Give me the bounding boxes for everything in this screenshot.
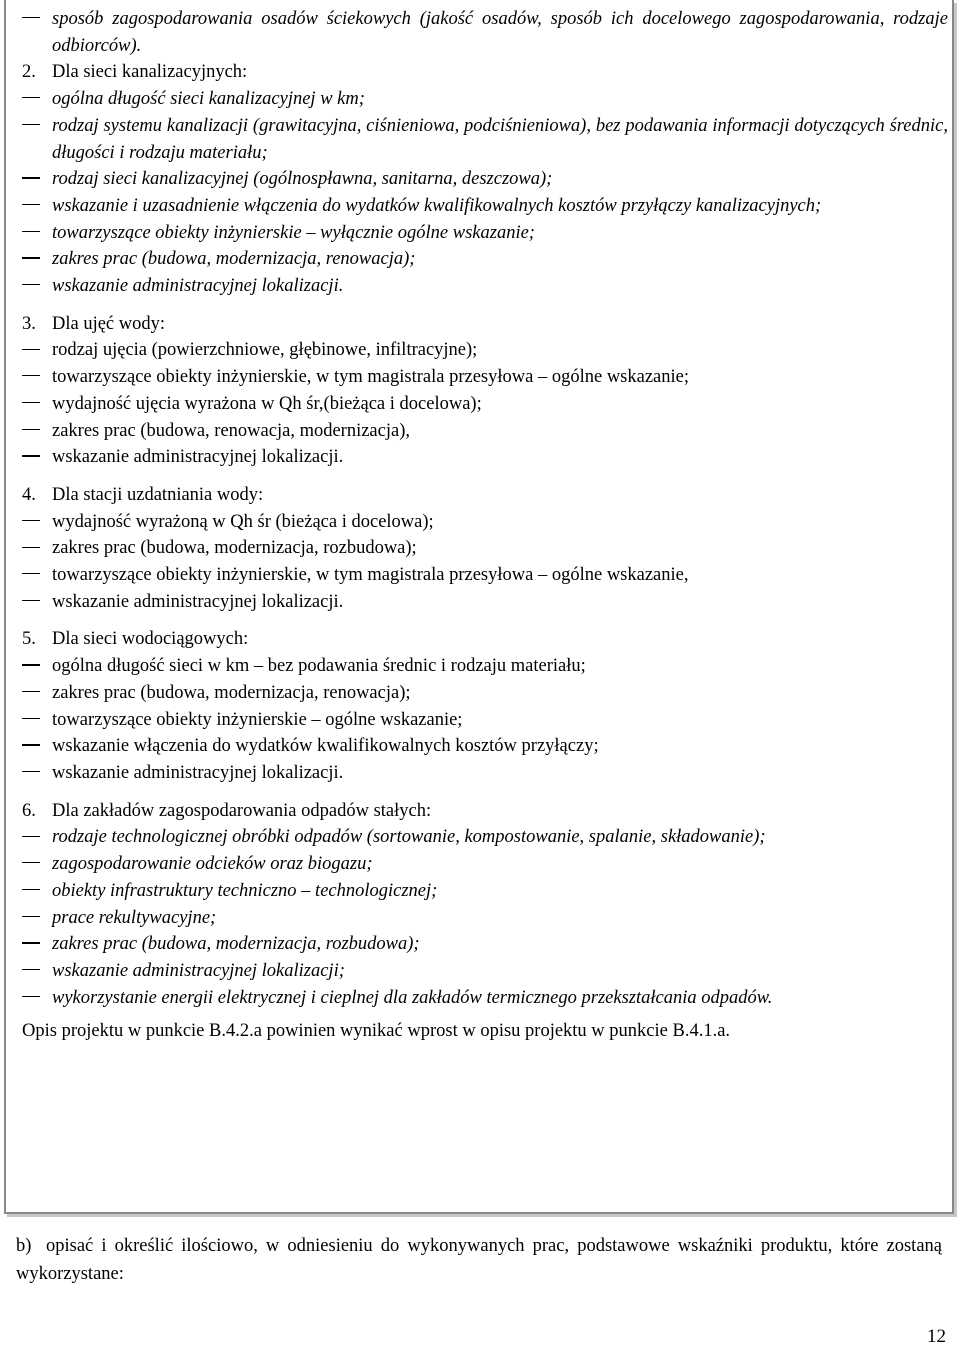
dash-bullet [22,273,46,300]
list-item-text: wskazanie administracyjnej lokalizacji. [52,447,344,468]
dash-bullet [22,931,46,958]
dash-bullet [22,680,46,707]
dash-bullet [22,391,46,418]
closing-note: Opis projektu w punkcie B.4.2.a powinien wynikać wprost w opisu projektu w punkcie B.4.1.a. [22,1021,731,1042]
list-item-text: wskazanie administracyjnej lokalizacji. [52,762,344,783]
list-item-text: towarzyszące obiekty inżynierskie, w tym magistrala przesyłowa – ogólne wskazanie; [52,367,690,388]
list-item-text: zagospodarowanie odcieków oraz biogazu; [52,854,373,875]
top-continuation [22,6,948,59]
list-item-text: wskazanie administracyjnej lokalizacji; [52,960,345,981]
dash-bullet [22,444,46,471]
list-item-text: obiekty infrastruktury techniczno – technologicznej; [52,880,438,901]
list-item [22,958,948,985]
dash-bullet [22,824,46,851]
list-item-text: prace rekultywacyjne; [52,907,217,928]
dash-bullet [22,509,46,536]
dash-bullet [22,166,46,193]
list-item [22,6,948,59]
dash-bullet [22,337,46,364]
list-item-text: sposób zagospodarowania osadów ściekowych (jakość osadów, sposób ich docelowego zagospodarowania, rodzaje odbiorców). [52,9,948,56]
dash-bullet [22,653,46,680]
section-title: Dla sieci wodociągowych: [52,629,249,650]
list-item [22,193,948,220]
list-item [22,391,948,418]
outside-item-b [16,1232,942,1288]
section-title: Dla zakładów zagospodarowania odpadów stałych: [52,800,432,821]
dash-bullet [22,851,46,878]
dash-bullet [22,878,46,905]
dash-bullet [22,193,46,220]
list-item [22,418,948,445]
section-heading [22,311,948,338]
list-item-text: ogólna długość sieci w km – bez podawania średnic i rodzaju materiału; [52,656,586,677]
list-item-text: wskazanie i uzasadnienie włączenia do wydatków kwalifikowalnych kosztów przyłączy kanalizacyjnych; [52,195,822,216]
dash-bullet [22,985,46,1012]
section-number: 6. [22,800,36,821]
list-item [22,733,948,760]
dash-bullet [22,707,46,734]
list-item [22,86,948,113]
list-item-text: towarzyszące obiekty inżynierskie, w tym magistrala przesyłowa – ogólne wskazanie, [52,565,689,586]
list-item-text: rodzaj sieci kanalizacyjnej (ogólnospławna, sanitarna, deszczowa); [52,169,553,190]
section-number: 3. [22,313,36,334]
list-item [22,931,948,958]
section-number: 4. [22,484,36,505]
dash-bullet [22,418,46,445]
list-item [22,824,948,851]
dash-bullet [22,562,46,589]
section-title: Dla ujęć wody: [52,313,166,334]
section-heading [22,798,948,825]
list-item [22,653,948,680]
list-item [22,509,948,536]
section-heading [22,59,948,86]
dash-bullet [22,113,46,140]
section [22,626,948,786]
section-heading [22,482,948,509]
list-item [22,113,948,166]
dash-bullet [22,760,46,787]
list-item [22,985,948,1012]
list-item-text: wykorzystanie energii elektrycznej i cieplnej dla zakładów termicznego przekształcania odpadów. [52,987,773,1008]
list-item [22,444,948,471]
dash-bullet [22,535,46,562]
list-item [22,760,948,787]
list-item-text: zakres prac (budowa, modernizacja, rozbudowa); [52,934,420,955]
list-item [22,337,948,364]
list-item-text: towarzyszące obiekty inżynierskie – ogólne wskazanie; [52,709,463,730]
list-item [22,878,948,905]
dash-bullet [22,246,46,273]
section-title: Dla stacji uzdatniania wody: [52,484,264,505]
dash-bullet [22,958,46,985]
section-number: 2. [22,62,36,83]
box-content [22,6,948,1045]
list-item [22,905,948,932]
list-item [22,364,948,391]
list-item [22,220,948,247]
dash-bullet [22,220,46,247]
list-item [22,166,948,193]
list-item [22,562,948,589]
dash-bullet [22,364,46,391]
section [22,482,948,616]
list-item [22,535,948,562]
list-item-text: ogólna długość sieci kanalizacyjnej w km; [52,89,365,110]
dash-bullet [22,589,46,616]
list-item-text: wskazanie administracyjnej lokalizacji. [52,591,344,612]
list-item-text: rodzaj systemu kanalizacji (grawitacyjna, ciśnieniowa, podciśnieniowa), bez podawania informacji dotyczących średnic, długości i rodzaju materiału; [52,115,948,163]
section-heading [22,626,948,653]
dash-bullet [22,905,46,932]
section-title: Dla sieci kanalizacyjnych: [52,62,248,83]
list-item-text: zakres prac (budowa, renowacja, modernizacja), [52,420,410,441]
list-item-text: wskazanie włączenia do wydatków kwalifikowalnych kosztów przyłączy; [52,736,599,757]
section [22,311,948,471]
dash-bullet [22,6,46,33]
outside-item-label: b) [16,1236,32,1256]
list-item [22,707,948,734]
list-item-text: wydajność wyrażoną w Qh śr (bieżąca i docelowa); [52,511,434,532]
section [22,798,948,1012]
instruction-box [4,0,954,1214]
list-item [22,851,948,878]
list-item-text: zakres prac (budowa, modernizacja, renowacja); [52,682,411,703]
list-item-text: wydajność ujęcia wyrażona w Qh śr,(bieżąca i docelowa); [52,393,482,414]
page-number: 12 [927,1326,946,1347]
list-item-text: wskazanie administracyjnej lokalizacji. [52,276,344,297]
dash-bullet [22,733,46,760]
section [22,59,948,299]
section-number: 5. [22,629,36,650]
list-item [22,680,948,707]
list-item [22,273,948,300]
list-item-text: towarzyszące obiekty inżynierskie – wyłącznie ogólne wskazanie; [52,222,535,243]
list-item-text: zakres prac (budowa, modernizacja, renowacja); [52,249,416,270]
list-item [22,246,948,273]
outside-item-text: opisać i określić ilościowo, w odniesieniu do wykonywanych prac, podstawowe wskaźniki produktu, które zostaną wykorzystane: [16,1236,942,1284]
dash-bullet [22,86,46,113]
list-item [22,589,948,616]
list-item-text: rodzaj ujęcia (powierzchniowe, głębinowe, infiltracyjne); [52,340,478,361]
sections-container [22,59,948,1011]
list-item-text: zakres prac (budowa, modernizacja, rozbudowa); [52,538,417,559]
list-item-text: rodzaje technologicznej obróbki odpadów (sortowanie, kompostowanie, spalanie, składowanie); [52,827,766,848]
